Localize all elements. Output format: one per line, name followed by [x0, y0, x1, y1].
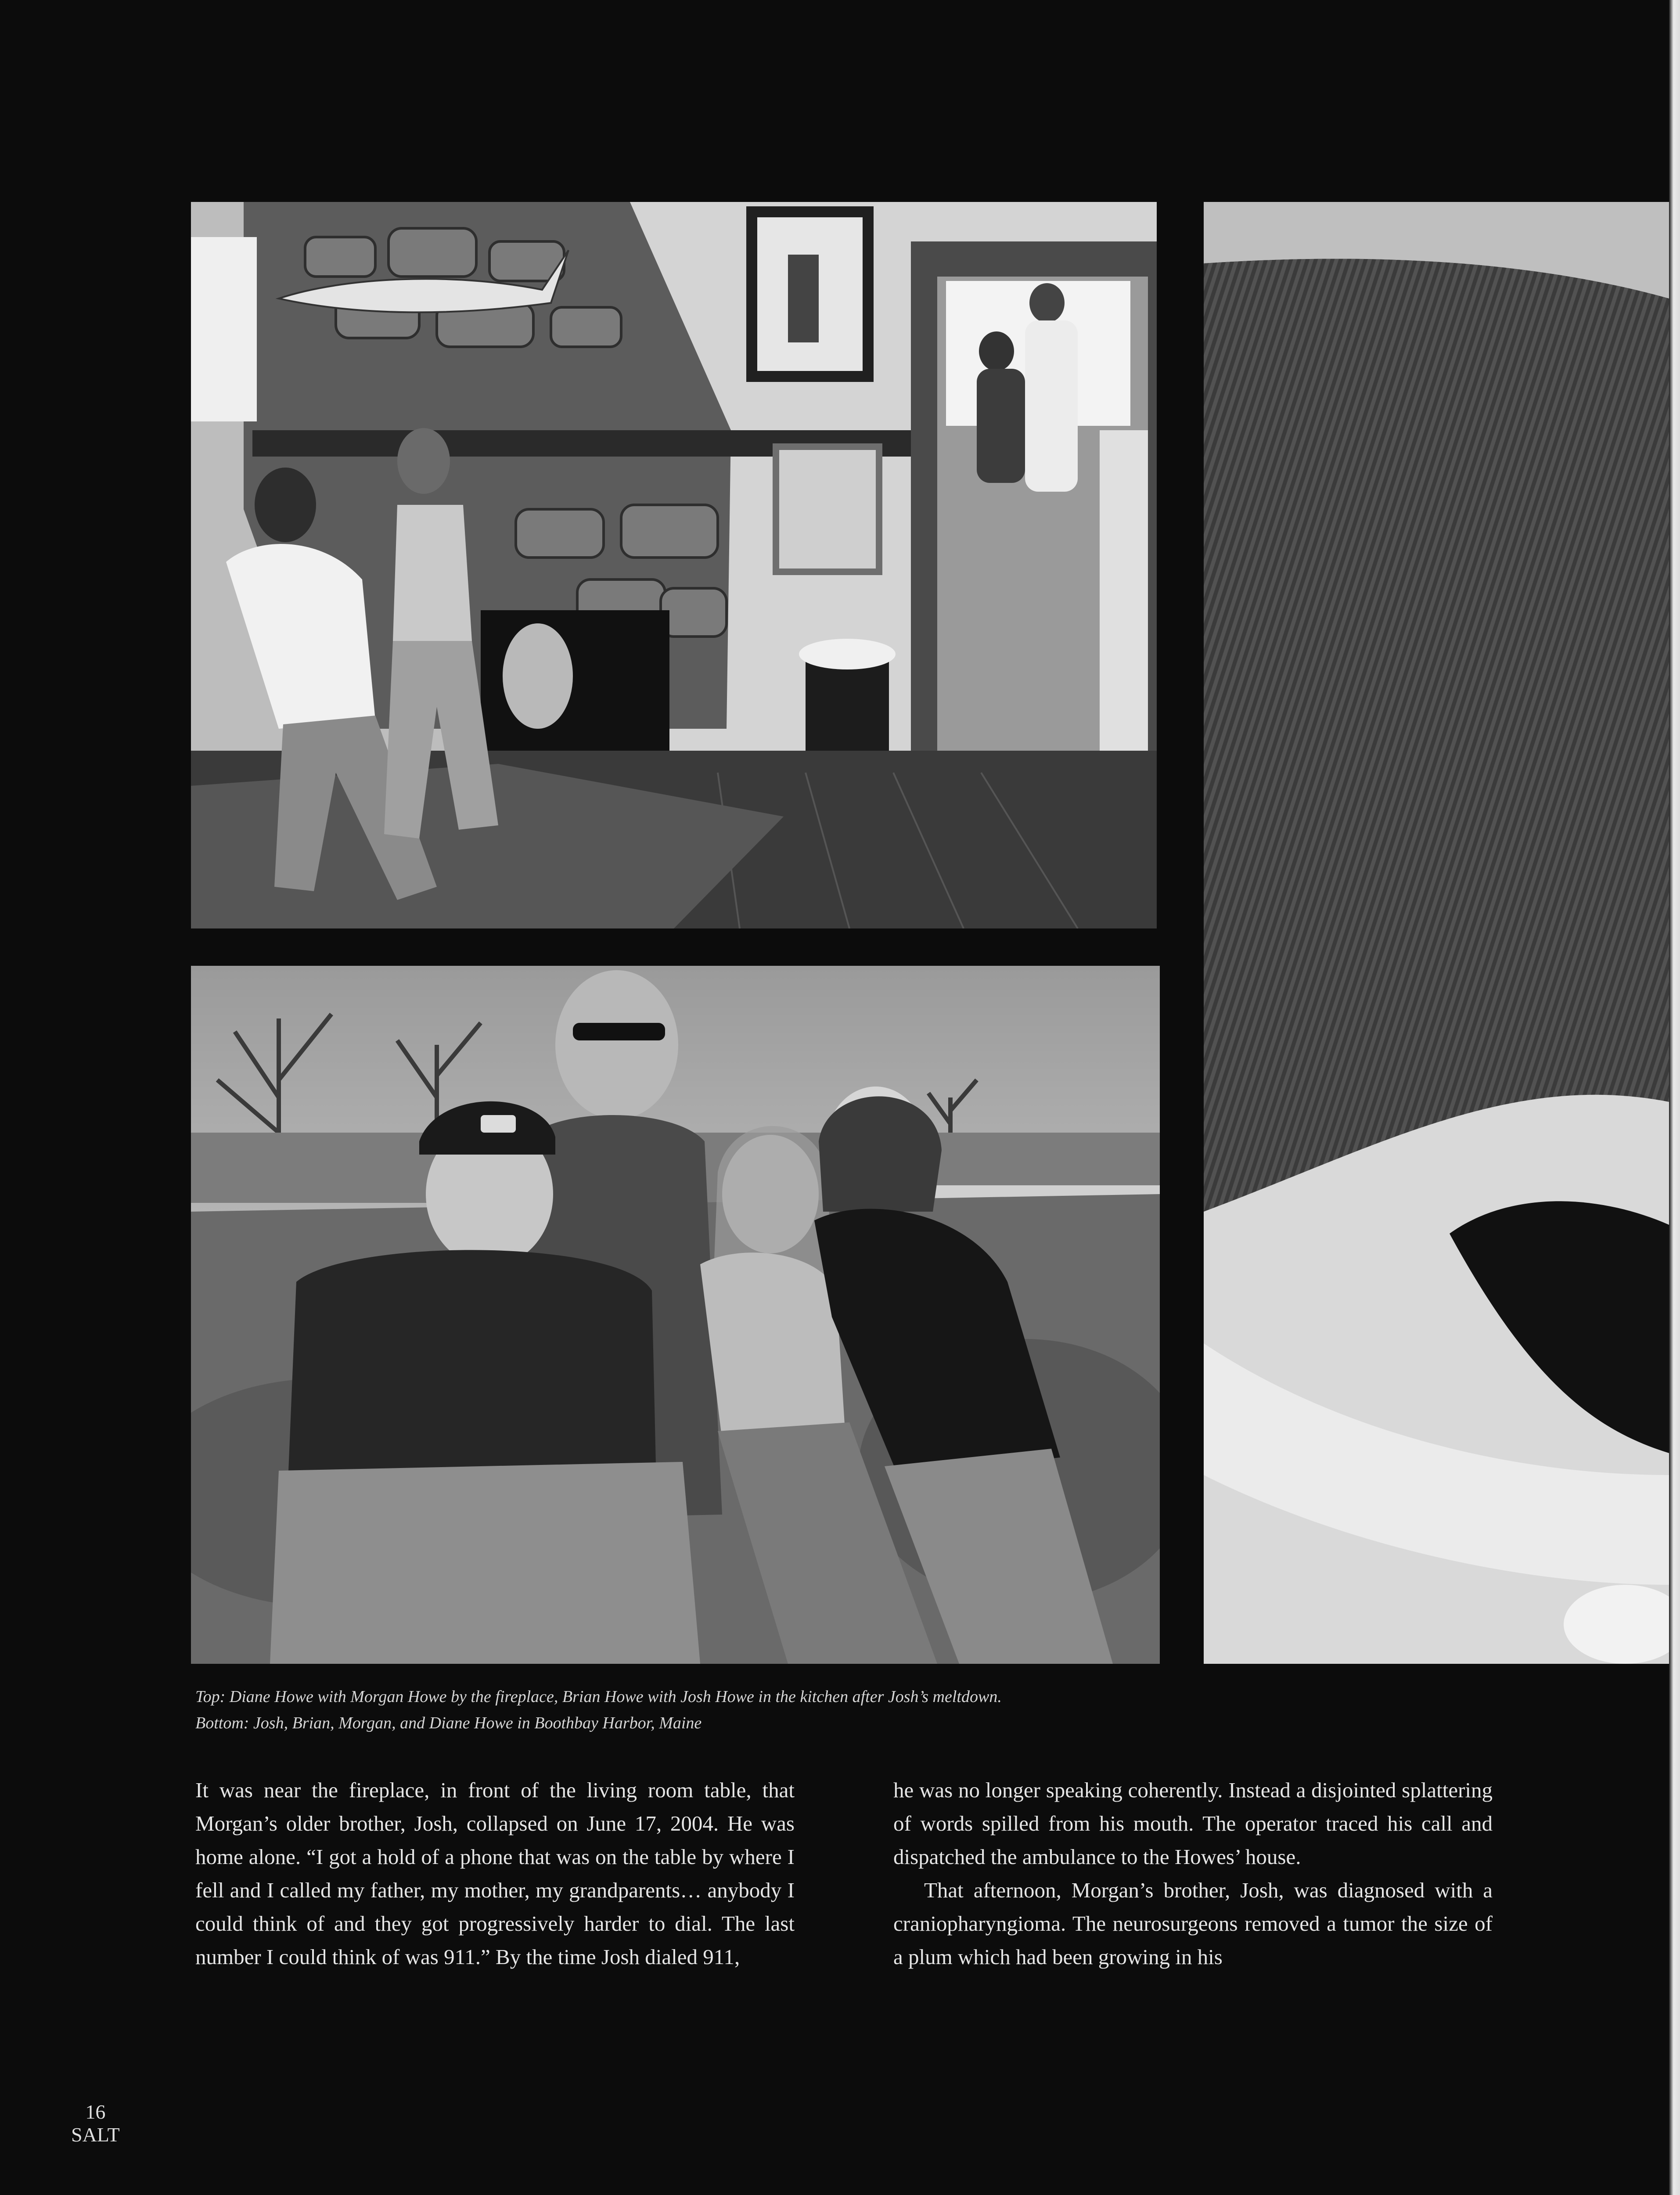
closeup-fabric-photo [1204, 202, 1669, 1664]
magazine-name: SALT [71, 2123, 120, 2146]
family-harbor-photo [191, 966, 1160, 1664]
caption-line-top: Top: Diane Howe with Morgan Howe by the fireplace, Brian Howe with Josh Howe in the kitchen after Josh’s meltdown. [195, 1688, 1002, 1706]
article-paragraph: That afternoon, Morgan’s brother, Josh, was diagnosed with a craniopharyngioma. The neurosurgeons removed a tumor the size of a plum which had been growing in his [893, 1878, 1493, 1969]
article-paragraph: he was no longer speaking coherently. Instead a disjointed splattering of words spilled from his mouth. The operator traced his call and dispatched the ambulance to the Howes’ house. [893, 1778, 1493, 1869]
article-column-right [893, 1774, 1493, 1974]
page-number: 16 [85, 2101, 106, 2123]
caption-line-bottom: Bottom: Josh, Brian, Morgan, and Diane Howe in Boothbay Harbor, Maine [195, 1714, 702, 1732]
article-paragraph: It was near the fireplace, in front of the living room table, that Morgan’s older brother, Josh, collapsed on June 17, 2004. He was home alone. “I got a hold of a phone that was on the table by where I fell and I called my father, my mother, my grandparents… anybody I could think of and they got progressively harder to dial. The last number I could think of was 911.” By the time Josh dialed 911, [195, 1778, 795, 1969]
page-folio [71, 2101, 120, 2146]
fireplace-kitchen-photo [191, 202, 1157, 928]
article-column-left [195, 1774, 795, 1974]
page-edge [1669, 0, 1680, 2195]
photo-caption [195, 1684, 1205, 1736]
